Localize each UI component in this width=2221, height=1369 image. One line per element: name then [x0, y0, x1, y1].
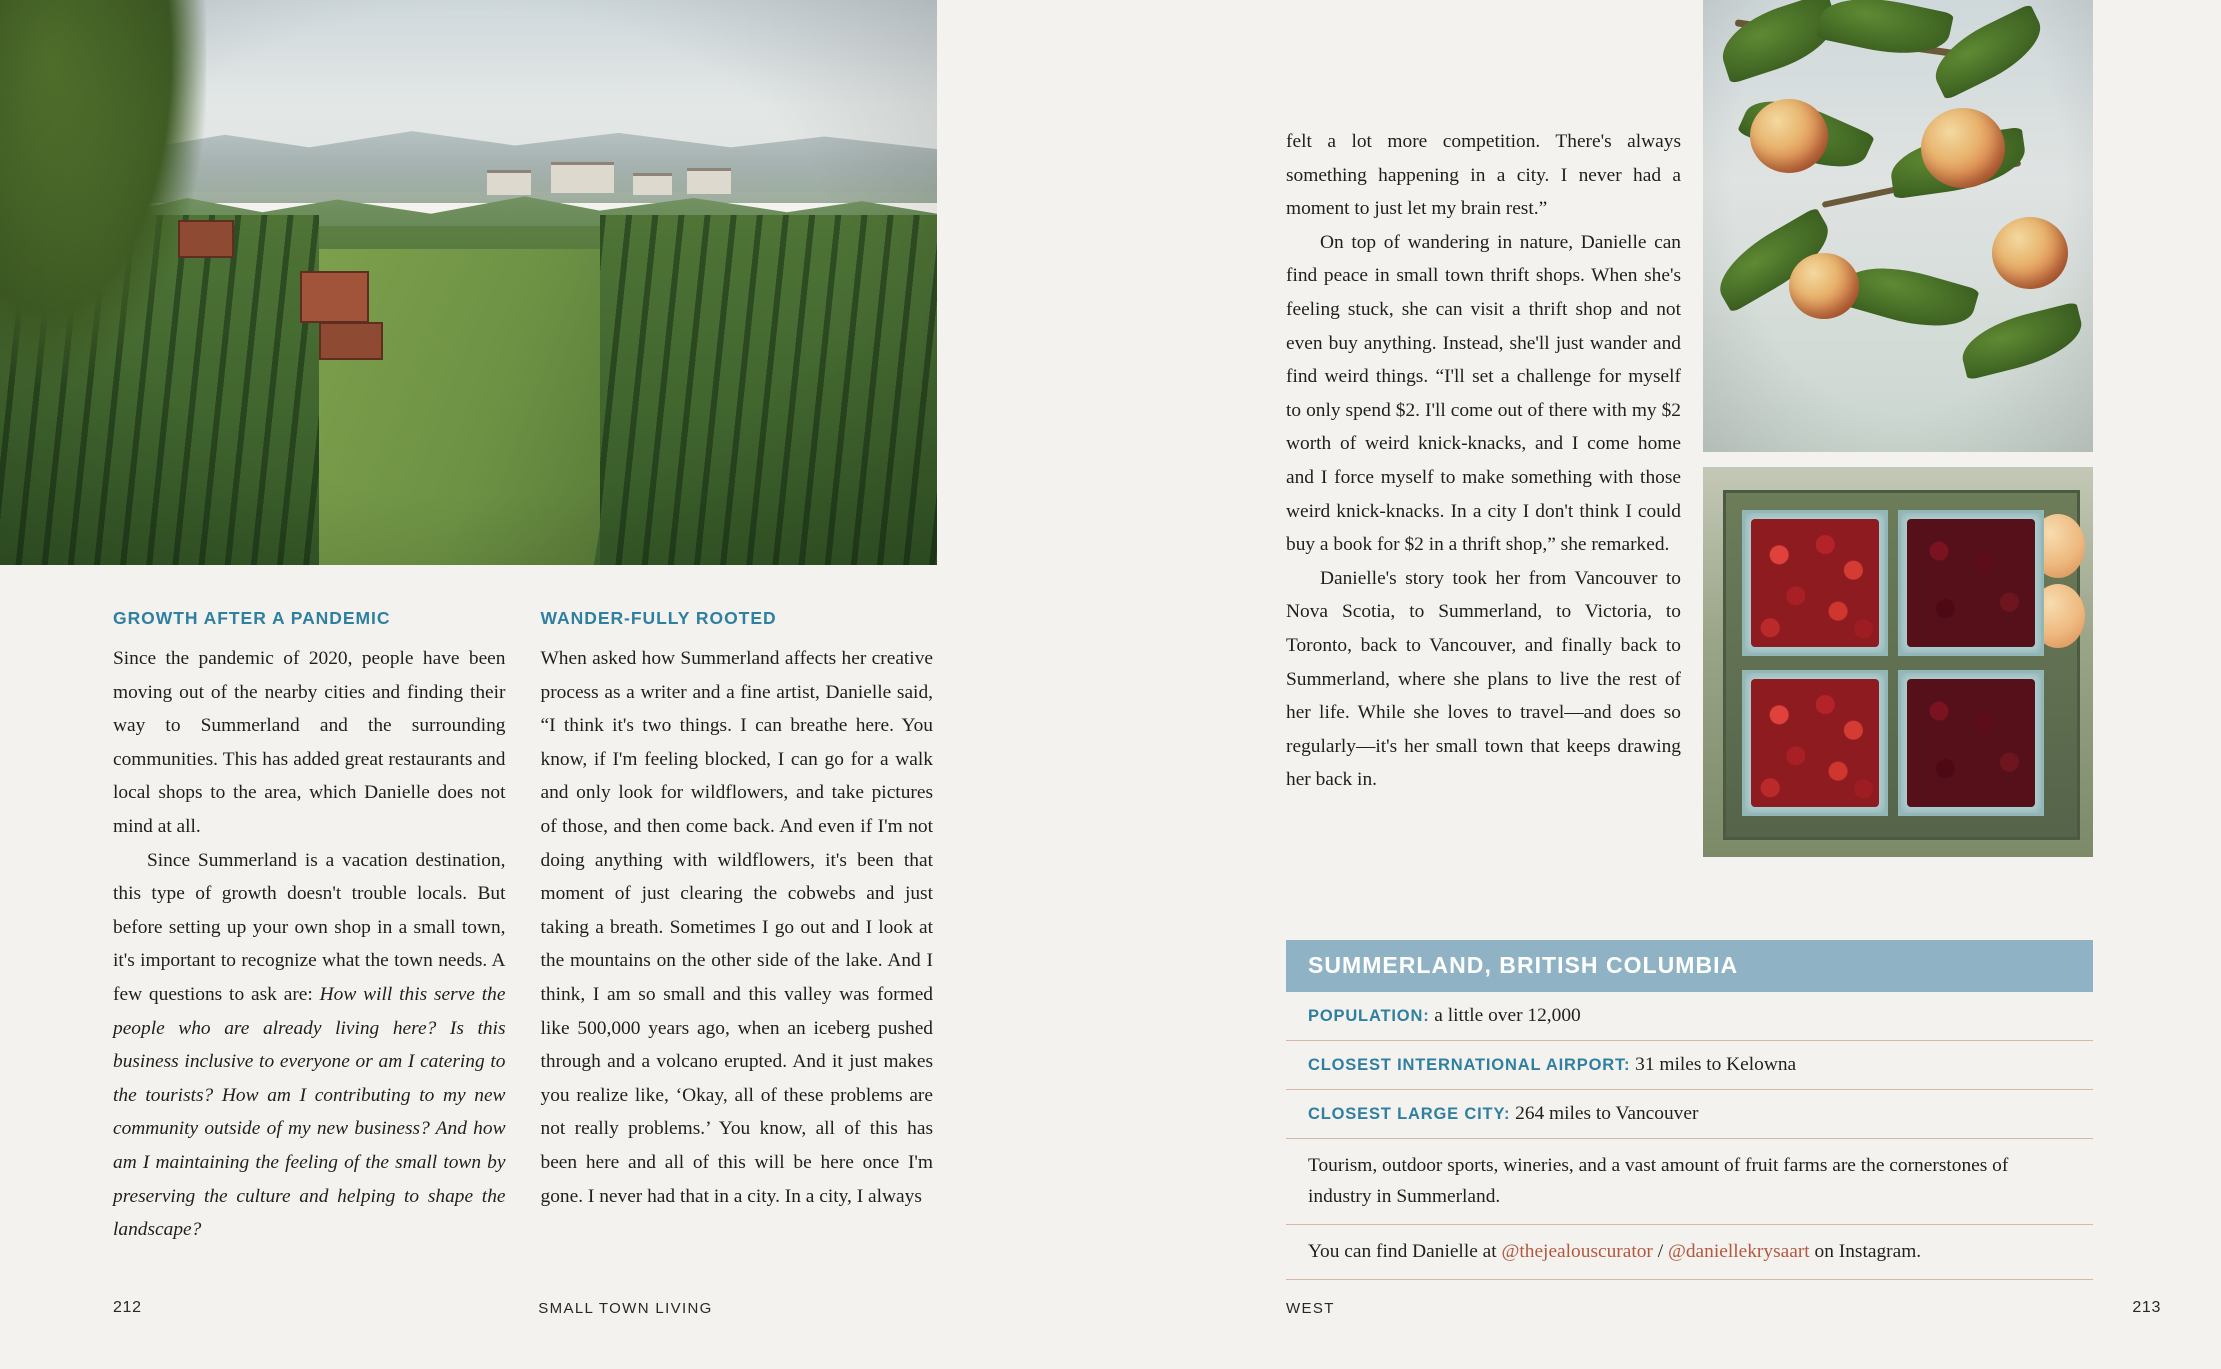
page-number-left: 212 — [113, 1299, 142, 1316]
fact-box — [1286, 940, 2093, 1280]
contact-prefix: You can find Danielle at — [1308, 1241, 1502, 1262]
column-growth-after-a-pandemic — [113, 608, 506, 1247]
photo-cherry-punnet — [1898, 510, 2044, 656]
photo-cherries-dark — [1907, 519, 2035, 647]
fact-box-title: SUMMERLAND, BRITISH COLUMBIA — [1286, 940, 2093, 992]
paragraph: Danielle's story took her from Vancouver to Nova Scotia, to Summerland, to Victoria, to Toronto, back to Vancouver, and finally back to Summerland, where she plans to live the rest of her life. While she loves to travel—and does so regularly—it's her small town that keeps drawing her back in. — [1286, 567, 1681, 791]
fact-row — [1286, 1090, 2093, 1139]
fact-value-population: a little over 12,000 — [1434, 1005, 1581, 1026]
right-photo-stack — [1703, 0, 2093, 857]
section-heading-growth: GROWTH AFTER A PANDEMIC — [113, 608, 391, 628]
paragraph: When asked how Summerland affects her creative process as a writer and a fine artist, Danielle said, “I think it's two things. I can breathe here. You know, if I'm feeling blocked, I can go for a walk and only look for wildflowers, and take pictures of those, and then come back. And even if I'm not doing anything with wildflowers, it's been that moment of just clearing the cobwebs and just taking a breath. Sometimes I go out and I look at the mountains on the other side of the lake. And I think, I am so small and this valley was formed like 500,000 years ago, when an iceberg pushed through and a volcano erupted. And it just makes you realize like, ‘Okay, all of these problems are not really problems.’ You know, all of this has been here and all of this will be here once I'm gone. I never had that in a city. In a city, I always — [540, 648, 933, 1207]
photo-vignette — [0, 0, 937, 565]
photo-vignette — [1703, 0, 2093, 452]
running-head-right: WEST — [1286, 1300, 1335, 1317]
fact-label-airport: CLOSEST INTERNATIONAL AIRPORT: — [1308, 1056, 1631, 1074]
left-text-columns — [113, 608, 933, 1247]
paragraph — [113, 844, 506, 1247]
right-text-column — [1286, 125, 1681, 797]
orchard-landscape-photo — [0, 0, 937, 565]
cherry-baskets-photo — [1703, 467, 2093, 857]
photo-cherries-dark — [1907, 679, 2035, 807]
fact-row — [1286, 1041, 2093, 1090]
photo-cherry-punnet — [1742, 670, 1888, 816]
fact-value-large-city: 264 miles to Vancouver — [1515, 1103, 1699, 1124]
paragraph: felt a lot more competition. There's always something happening in a city. I never had a moment to just let my brain rest.” — [1286, 131, 1681, 220]
running-head-left: SMALL TOWN LIVING — [538, 1300, 713, 1317]
fact-value-airport: 31 miles to Kelowna — [1635, 1054, 1797, 1075]
fact-contact — [1286, 1225, 2093, 1280]
paragraph: On top of wandering in nature, Danielle can find peace in small town thrift shops. When she's feeling stuck, she can visit a thrift shop and not even buy anything. Instead, she'll just wander and find weird things. “I'll set a challenge for myself to only spend $2. I'll come out of there with my $2 worth of weird knick-knacks, and I come home and I force myself to make something with those weird knick-knacks. In a city I don't think I could buy a book for $2 in a thrift shop,” she remarked. — [1286, 231, 1681, 556]
photo-cherries-red — [1751, 679, 1879, 807]
photo-cherry-punnet — [1898, 670, 2044, 816]
right-page — [1211, 0, 2221, 1369]
page-number-right: 213 — [2132, 1299, 2161, 1316]
fact-label-population: POPULATION: — [1308, 1007, 1430, 1025]
section-heading-wander: WANDER-FULLY ROOTED — [540, 608, 777, 628]
page-gutter — [1211, 0, 1212, 1369]
paragraph-italic-questions: How will this serve the people who are already living here? Is this business inclusive to everyone or am I catering to the tourists? How am I contributing to my new community outside of my new business? And how am I maintaining the feeling of the small town by preserving the culture and helping to shape the landscape? — [113, 983, 506, 1241]
contact-suffix: on Instagram. — [1809, 1241, 1922, 1262]
photo-cherries-red — [1751, 519, 1879, 647]
handle-separator: / — [1652, 1241, 1668, 1262]
fact-description: Tourism, outdoor sports, wineries, and a vast amount of fruit farms are the cornerstones of industry in Summerland. — [1286, 1139, 2093, 1225]
fact-row — [1286, 992, 2093, 1041]
column-wander-fully-rooted — [541, 608, 934, 1247]
apples-on-branch-photo — [1703, 0, 2093, 452]
instagram-handle-2[interactable]: @daniellekrysaart — [1668, 1241, 1810, 1262]
paragraph: Since the pandemic of 2020, people have been moving out of the nearby cities and finding their way to Summerland and the surrounding communities. This has added great restaurants and local shops to the area, which Danielle does not mind at all. — [113, 648, 506, 837]
fact-label-large-city: CLOSEST LARGE CITY: — [1308, 1105, 1511, 1123]
paragraph-text: Since Summerland is a vacation destination, this type of growth doesn't trouble locals. But before setting up your own shop in a small town, it's important to recognize what the town needs. A few questions to ask are: — [113, 849, 506, 1005]
instagram-handle-1[interactable]: @thejealouscurator — [1501, 1241, 1653, 1262]
photo-cherry-punnet — [1742, 510, 1888, 656]
